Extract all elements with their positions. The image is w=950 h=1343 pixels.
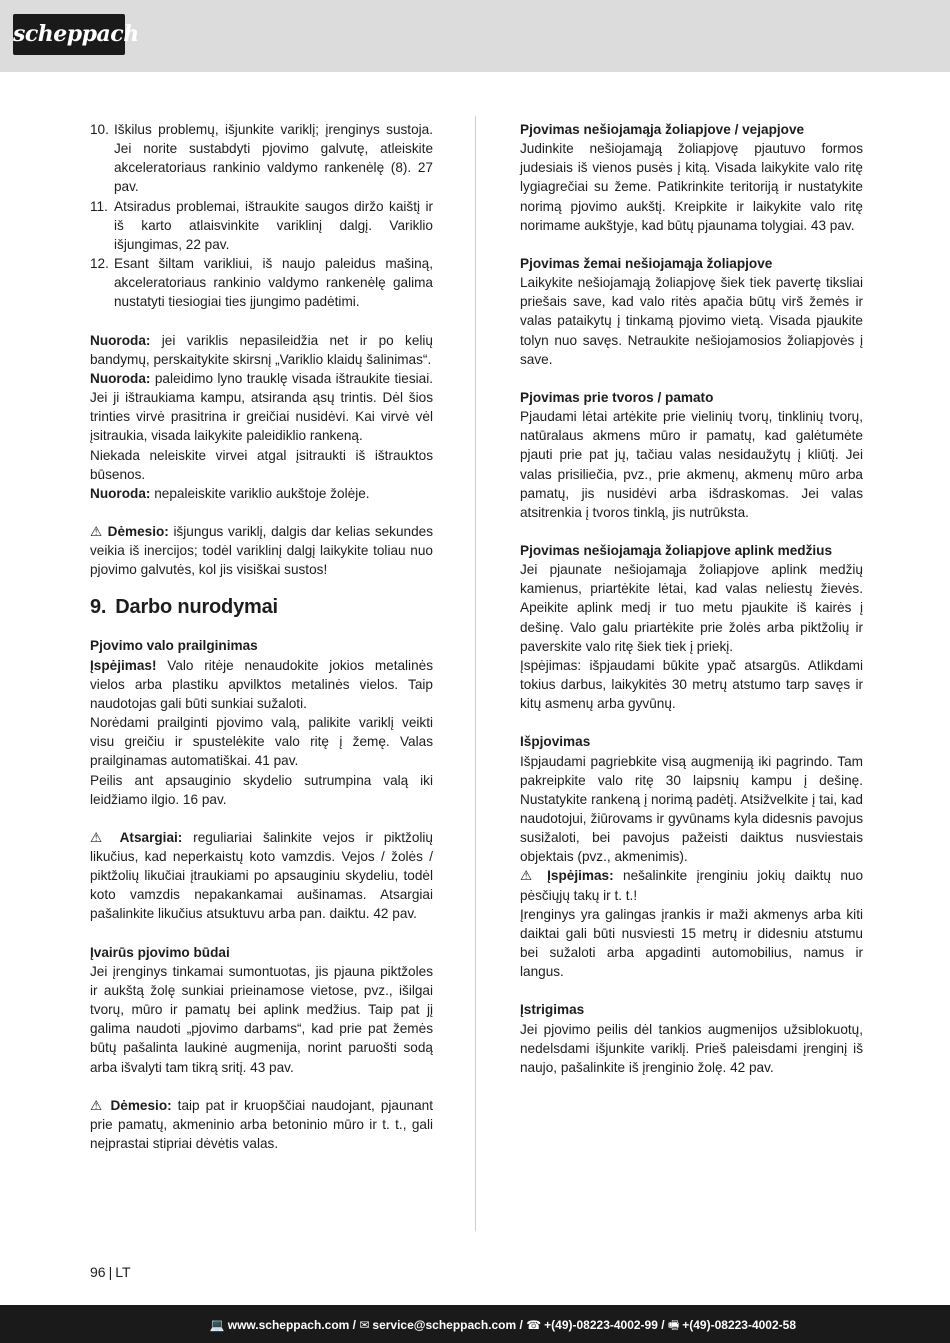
note-text: paleidimo lyno trauklę visada ištraukite tiesiai. Jei ji ištraukiama kampu, atsiranda ąsų trintis. Dėl šios trinties virvė prasitrina ir greičiai nusidėvi. Kai virvė vėl įsitraukia, visada laikykite paleidiklio rankeną. (90, 370, 433, 444)
note-label: Nuoroda: (90, 370, 151, 386)
list-item (90, 120, 433, 197)
warning-icon: ⚠ (90, 1097, 105, 1113)
phone-icon: ☎ (526, 1318, 542, 1332)
subsection-title: Pjovimas nešiojamąja žoliapjove / vejapjove (520, 122, 805, 137)
subsection-title: Pjovimas prie tvoros / pamato (520, 389, 714, 405)
paragraph: Pjaudami lėtai artėkite prie vielinių tvorų, tinklinių tvorų, natūralaus akmens mūro ir pamatų, kad galėtumėte pjauti prie pat jų, tačiau valas nesidaužytų į kliūtį. Jei valas prisiliečia, pvz., prie akmenų, akmenų mūro arba pamatų, jis nusidėvi arba išdraskomas. Jei valas atsitrenkia į tvoros tinklą, jis nutrūksta. (520, 409, 863, 520)
caution-text: reguliariai šalinkite vejos ir piktžolių likučius, kad neperkaistų koto vamzdis. Vejos / žolės / piktžolių likučiai įtraukiami po apsauginiu skydeliu, todėl koto vamzdis nepakankamai aušinamas. Atsargiai pašalinkite likučius atsuktuvu arba pan. daiktu. 42 pav. (90, 829, 433, 922)
footer-separator: / (516, 1318, 527, 1332)
note-tall-grass (90, 484, 433, 503)
left-column (90, 120, 433, 1153)
section-heading (90, 595, 433, 619)
note-starter-rope (90, 369, 433, 446)
page-header (0, 0, 950, 72)
scheppach-logo: scheppach (13, 14, 125, 55)
warning-label: Įspėjimas! (90, 657, 157, 673)
list-item (90, 197, 433, 254)
footer-separator: / (657, 1318, 668, 1332)
attention-label: Dėmesio: (103, 523, 169, 539)
paragraph: Išpjaudami pagriebkite visą augmeniją iki pagrindo. Tam pakreipkite valo ritę 30 laipsnių kampu į dešinę. Nustatykite rankeną į norimą padėtį. Atsižvelkite į tai, kad naudotojui, žiūrovams ir gyvūnams kyla didesnis pavojus susižaloti, bei pavojus pažeisti daiktus nusviestais objektais (pvz., akmenimis). (520, 753, 863, 865)
paragraph: Norėdami prailginti pjovimo valą, palikite variklį veikti visu greičiu ir spustelėkite valo ritę į žemę. Valas prailginamas automatiškai. 41 pav. (90, 715, 433, 769)
attention-text: taip pat ir kruopščiai naudojant, pjaunant prie pamatų, akmeninio arba betoninio mūro ir t. t., gali neįprastai stipriai dėvėtis valas. (90, 1097, 434, 1152)
warning-icon: ⚠ (90, 829, 110, 845)
language-code: LT (115, 1264, 131, 1280)
caution-label: Atsargiai: (109, 829, 183, 845)
right-column (520, 120, 863, 1077)
list-text: Iškilus problemų, išjunkite variklį; įrenginys sustoja. Jei norite sustabdyti pjovimo galvutę, atleiskite akceleratoriaus rankinio valdymo rankenėlę (8). 27 pav. (114, 122, 433, 195)
page-number-value: 96 (90, 1264, 106, 1280)
phone-number: +(49)-08223-4002-99 (544, 1318, 658, 1332)
footer-separator: / (349, 1318, 360, 1332)
paragraph: Jei pjovimo peilis dėl tankios augmenijos užsiblokuotų, nedelsdami išjunkite variklį. Prieš paleisdami įrenginį iš naujo, pašalinkite iš įrenginio žolę. 42 pav. (520, 1021, 863, 1075)
paragraph: Laikykite nešiojamąją žoliapjovę šiek tiek pavertę tiksliai priešais save, kad valo ritės apačia būtų virš žemės ir valas pataikytų į tinkamą pjovimo vietą. Visada pjaukite tolyn nuo savęs. Netraukite nešiojamosios žoliapjovės į save. (520, 275, 863, 367)
footer-contacts (210, 1316, 796, 1337)
note-label: Nuoroda: (90, 485, 151, 501)
note-engine-not-starting (90, 331, 433, 369)
caution-block (90, 828, 433, 924)
paragraph: Įspėjimas: išpjaudami būkite ypač atsargūs. Atlikdami tokius darbus, laikykitės 30 metrų atstumo tarp savęs ir kitų asmenų arba gyvūnų. (520, 657, 863, 712)
subsection-title: Įvairūs pjovimo būdai (90, 944, 230, 960)
attention-label: Dėmesio: (104, 1097, 172, 1113)
paragraph: Įrenginys yra galingas įrankis ir maži akmenys arba kiti daiktai gali būti nusviesti 15 metrų ir didesniu atstumu bei sužaloti arba apgadinti automobilius, namus ir langus. (520, 906, 863, 980)
sidewalk-warning (520, 866, 863, 904)
computer-icon: 💻 (209, 1318, 225, 1332)
note-text: jei variklis nepasileidžia net ir po kelių bandymų, perskaitykite skirsnį „Variklio klaidų šalinimas“. (90, 332, 433, 367)
subsection-title: Pjovimas žemai nešiojamąja žoliapjove (520, 255, 773, 271)
warning-label: Įspėjimas: (537, 868, 614, 884)
extension-warning (90, 656, 433, 713)
note-label: Nuoroda: (90, 332, 151, 348)
paragraph: Jei pjaunate nešiojamąja žoliapjove aplink medžių kamienus, priartėkite lėtai, kad valas neliestų žievės. Apeikite aplink medį ir tuo metu pjaukite iš kairės į dešinę. Valo galu priartėkite prie žolės arba piktžolių ir paverskite valo ritę šiek tiek į priekį. (520, 562, 863, 654)
paragraph: Jei įrenginys tinkamai sumontuotas, jis pjauna piktžoles ir aukštą žolę sunkiai prieinamose vietose, pvz., išilgai tvorų, mūro ir pamatų bei aplink medžius. Taip pat jį galima naudoti „pjovimo darbams“, kad prie pat žemės būtų pašalinta laukinė augmenija, norint paruošti sodą arba išvalyti tam tikrą sritį. 43 pav. (90, 963, 433, 1075)
page-separator: | (108, 1264, 113, 1280)
mail-icon: ✉ (359, 1318, 370, 1332)
attention-inertia (90, 522, 433, 579)
list-number: 12. (90, 256, 109, 272)
list-text: Atsiradus problemai, ištraukite saugos diržo kaištį ir iš karto atlaisvinkite variklinį dalgį. Variklio išjungimas, 22 pav. (114, 198, 433, 252)
page-number (90, 1264, 131, 1280)
attention-text: išjungus variklį, dalgis dar kelias sekundes veikia iš inercijos; todėl variklinį dalgį laikykite toliau nuo pjovimo galvutės, kol jis visiškai sustos! (90, 523, 434, 578)
fax-icon: 🖷 (667, 1318, 680, 1332)
footer-bar (0, 1305, 950, 1343)
list-item (90, 254, 433, 311)
warning-text: Valo ritėje nenaudokite jokios metalinės vielos arba plastiku apvilktos metalinės vielos. Taip naudotojas gali būti sunkiai sužaloti. (90, 657, 433, 711)
paragraph: Peilis ant apsauginio skydelio sutrumpina valą iki leidžiamo ilgio. 16 pav. (90, 772, 433, 807)
section-title: Darbo nurodymai (115, 596, 278, 619)
warning-icon: ⚠ (520, 868, 538, 884)
subsection-title: Pjovimo valo prailginimas (90, 638, 258, 654)
list-number: 11. (90, 198, 108, 214)
section-number: 9. (90, 596, 107, 619)
email-link[interactable]: service@scheppach.com (372, 1318, 517, 1332)
attention-wear (90, 1096, 433, 1153)
warning-icon: ⚠ (90, 523, 104, 539)
list-number: 10. (90, 122, 109, 137)
warning-text: nešalinkite įrenginiu jokių daiktų nuo pėsčiųjų takų ir t. t.! (520, 868, 864, 903)
subsection-title: Išpjovimas (520, 734, 591, 750)
note-text: nepaleiskite variklio aukštoje žolėje. (150, 485, 370, 501)
paragraph: Judinkite nešiojamąją žoliapjovę pjautuvo formos judesiais iš vienos pusės į kitą. Visada laikykite valo ritę lygiagrečiai su žeme. Patikrinkite teritoriją ir nustatykite norimą pjovimo aukštį. Kreipkite ir laikykite valo ritę norimame aukštyje, kad būtų pjaunama tolygiai. 43 pav. (520, 141, 863, 233)
column-divider (475, 116, 476, 1231)
subsection-title: Pjovimas nešiojamąja žoliapjove aplink medžius (520, 542, 833, 558)
numbered-steps (90, 120, 433, 312)
fax-number: +(49)-08223-4002-58 (682, 1318, 796, 1332)
list-text: Esant šiltam varikliui, iš naujo paleidus mašiną, akceleratoriaus rankinio valdymo rankenėlę galima nustatyti tiesiogiai ties įjungimo padėtimi. (114, 256, 433, 310)
rope-warning-text: Niekada neleiskite virvei atgal įsitraukti iš ištrauktos būsenos. (90, 447, 433, 482)
website-link[interactable]: www.scheppach.com (227, 1318, 350, 1332)
subsection-title: Įstrigimas (520, 1002, 585, 1018)
